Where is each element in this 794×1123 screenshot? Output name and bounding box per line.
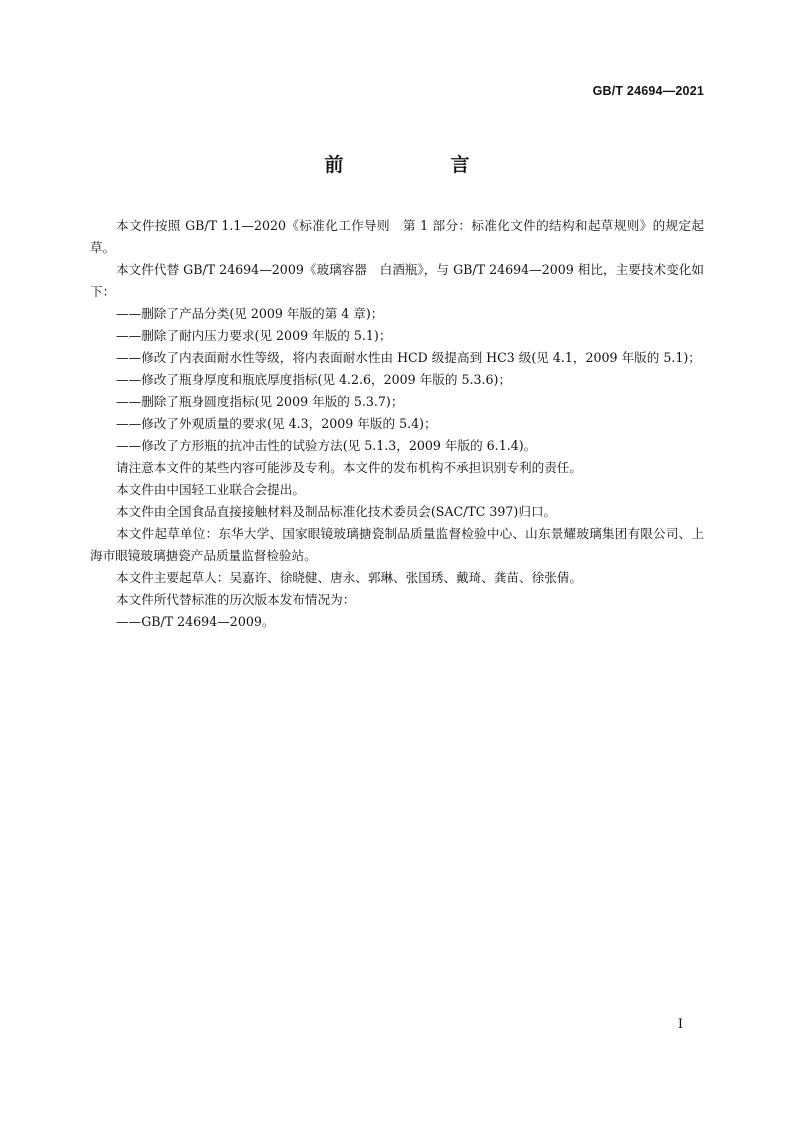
- list-item: ——修改了瓶身厚度和瓶底厚度指标(见 4.2.6，2009 年版的 5.3.6)；: [116, 372, 512, 387]
- drafting-units-paragraph: 本文件起草单位：东华大学、国家眼镜玻璃搪瓷制品质量监督检验中心、山东景耀玻璃集团有限公司、上海市眼镜玻璃搪瓷产品质量监督检验站。: [90, 526, 704, 563]
- changes-list: [90, 303, 704, 457]
- page-number: I: [677, 1017, 683, 1032]
- history-list: [90, 611, 704, 633]
- page-title: 前 言: [324, 154, 514, 176]
- patent-notice: 请注意本文件的某些内容可能涉及专利。本文件的发布机构不承担识别专利的责任。: [116, 460, 582, 475]
- proposer-paragraph: 本文件由中国轻工业联合会提出。: [116, 482, 305, 497]
- standard-code: GB/T 24694—2021: [592, 84, 704, 98]
- list-item: ——修改了方形瓶的抗冲击性的试验方法(见 5.1.3，2009 年版的 6.1.4)。: [116, 438, 537, 453]
- history-intro-paragraph: 本文件所代替标准的历次版本发布情况为：: [116, 592, 356, 607]
- list-item: ——修改了外观质量的要求(见 4.3，2009 年版的 5.4)；: [116, 416, 437, 431]
- committee-paragraph: 本文件由全国食品直接接触材料及制品标准化技术委员会(SAC/TC 397)归口。: [116, 504, 557, 519]
- intro-paragraph: 本文件按照 GB/T 1.1—2020《标准化工作导则 第 1 部分：标准化文件的结构和起草规则》的规定起草。: [90, 218, 704, 255]
- list-item: ——删除了瓶身圆度指标(见 2009 年版的 5.3.7)；: [116, 394, 404, 409]
- replacement-paragraph: 本文件代替 GB/T 24694—2009《玻璃容器 白酒瓶》，与 GB/T 24694—2009 相比，主要技术变化如下：: [90, 262, 704, 299]
- list-item: ——删除了耐内压力要求(见 2009 年版的 5.1)；: [116, 328, 392, 343]
- foreword-body: [90, 215, 704, 633]
- list-item: ——修改了内表面耐水性等级，将内表面耐水性由 HCD 级提高到 HC3 级(见 4.1，2009 年版的 5.1)；: [116, 350, 701, 365]
- list-item: ——GB/T 24694—2009。: [116, 614, 275, 629]
- drafters-paragraph: 本文件主要起草人：吴嘉许、徐晓健、唐永、郭琳、张国琇、戴琦、龚苗、徐张倩。: [116, 570, 582, 585]
- list-item: ——删除了产品分类(见 2009 年版的第 4 章)；: [116, 306, 384, 321]
